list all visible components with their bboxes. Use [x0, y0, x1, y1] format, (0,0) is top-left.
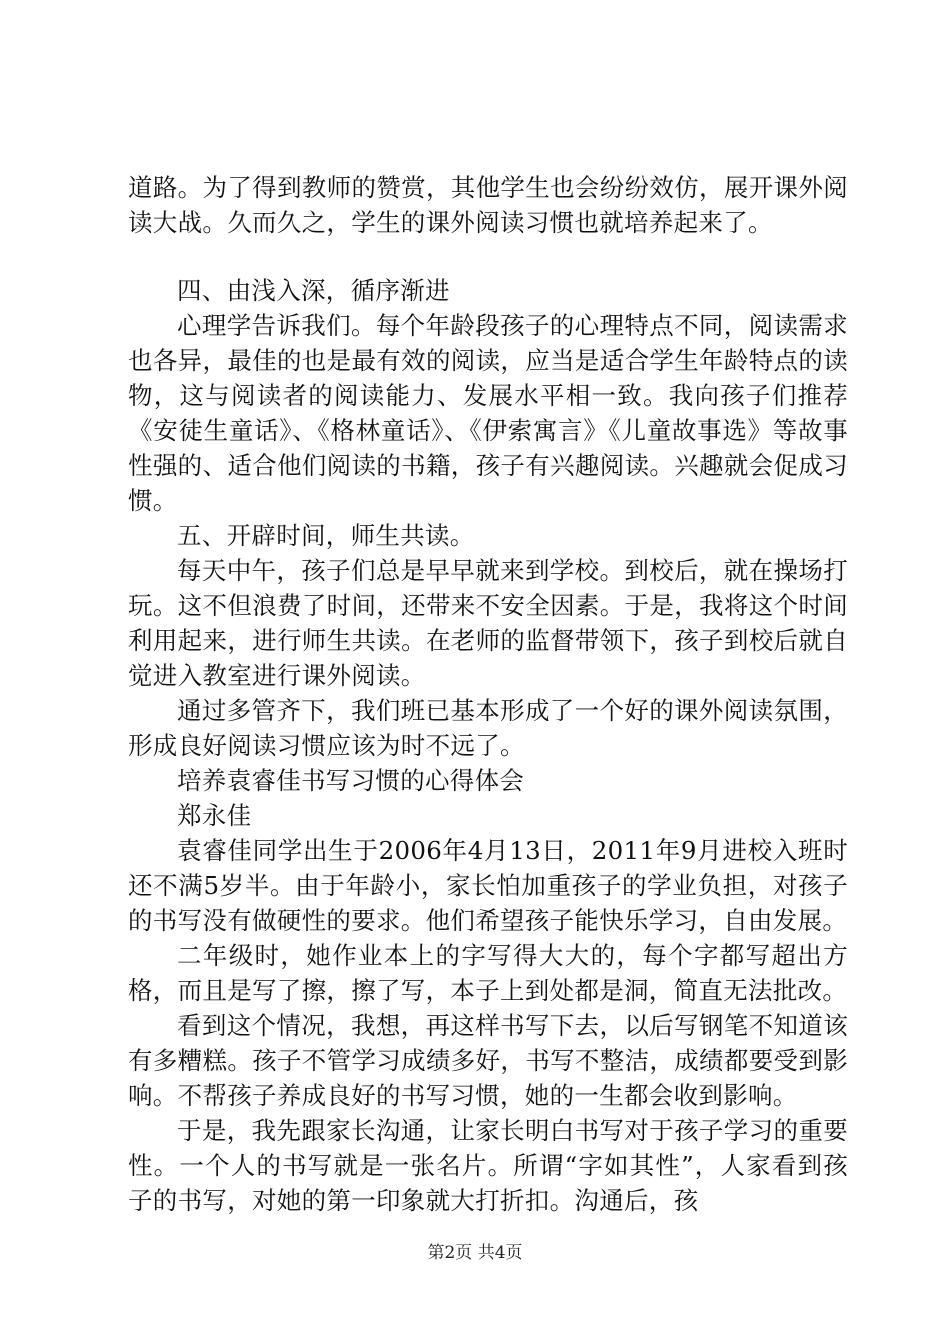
paragraph: 于是，我先跟家长沟通，让家长明白书写对于孩子学习的重要性。一个人的书写就是一张名片。所谓“字如其性”，人家看到孩子的书写，对她的第一印象就大打折扣。沟通后，孩 [128, 1116, 848, 1215]
article-title: 培养袁睿佳书写习惯的心得体会 [177, 766, 525, 795]
paragraph: 通过多管齐下，我们班已基本形成了一个好的课外阅读氛围，形成良好阅读习惯应该为时不远了。 [128, 696, 848, 760]
paragraph: 袁睿佳同学出生于2006年4月13日，2011年9月进校入班时还不满5岁半。由于年龄小，家长怕加重孩子的学业负担，对孩子的书写没有做硬性的要求。他们希望孩子能快乐学习，自由发展。 [128, 836, 848, 935]
author-name: 郑永佳 [177, 801, 252, 830]
section-heading-5: 五、开辟时间，师生共读。 [177, 521, 475, 550]
body-text [128, 170, 848, 1218]
section-heading-4: 四、由浅入深，循序渐进 [177, 276, 450, 305]
paragraph: 每天中午，孩子们总是早早就来到学校。到校后，就在操场打玩。这不但浪费了时间，还带来不安全因素。于是，我将这个时间利用起来，进行师生共读。在老师的监督带领下，孩子到校后就自觉进入教室进行课外阅读。 [128, 556, 848, 690]
page-footer [0, 1242, 950, 1264]
paragraph-continuation: 道路。为了得到教师的赞赏，其他学生也会纷纷效仿，展开课外阅读大战。久而久之，学生的课外阅读习惯也就培养起来了。 [128, 173, 848, 237]
paragraph: 二年级时，她作业本上的字写得大大的，每个字都写超出方格，而且是写了擦，擦了写，本子上到处都是洞，简直无法批改。 [128, 941, 848, 1005]
page-number: 第2页 共4页 [427, 1243, 523, 1263]
paragraph: 心理学告诉我们。每个年龄段孩子的心理特点不同，阅读需求也各异，最佳的也是最有效的阅读，应当是适合学生年龄特点的读物，这与阅读者的阅读能力、发展水平相一致。我向孩子们推荐《安徒生童话》、《格林童话》、《伊索寓言》《儿童故事选》等故事性强的、适合他们阅读的书籍，孩子有兴趣阅读。兴趣就会促成习惯。 [128, 311, 848, 515]
paragraph: 看到这个情况，我想，再这样书写下去，以后写钢笔不知道该有多糟糕。孩子不管学习成绩多好，书写不整洁，成绩都要受到影响。不帮孩子养成良好的书写习惯，她的一生都会收到影响。 [128, 1011, 848, 1110]
